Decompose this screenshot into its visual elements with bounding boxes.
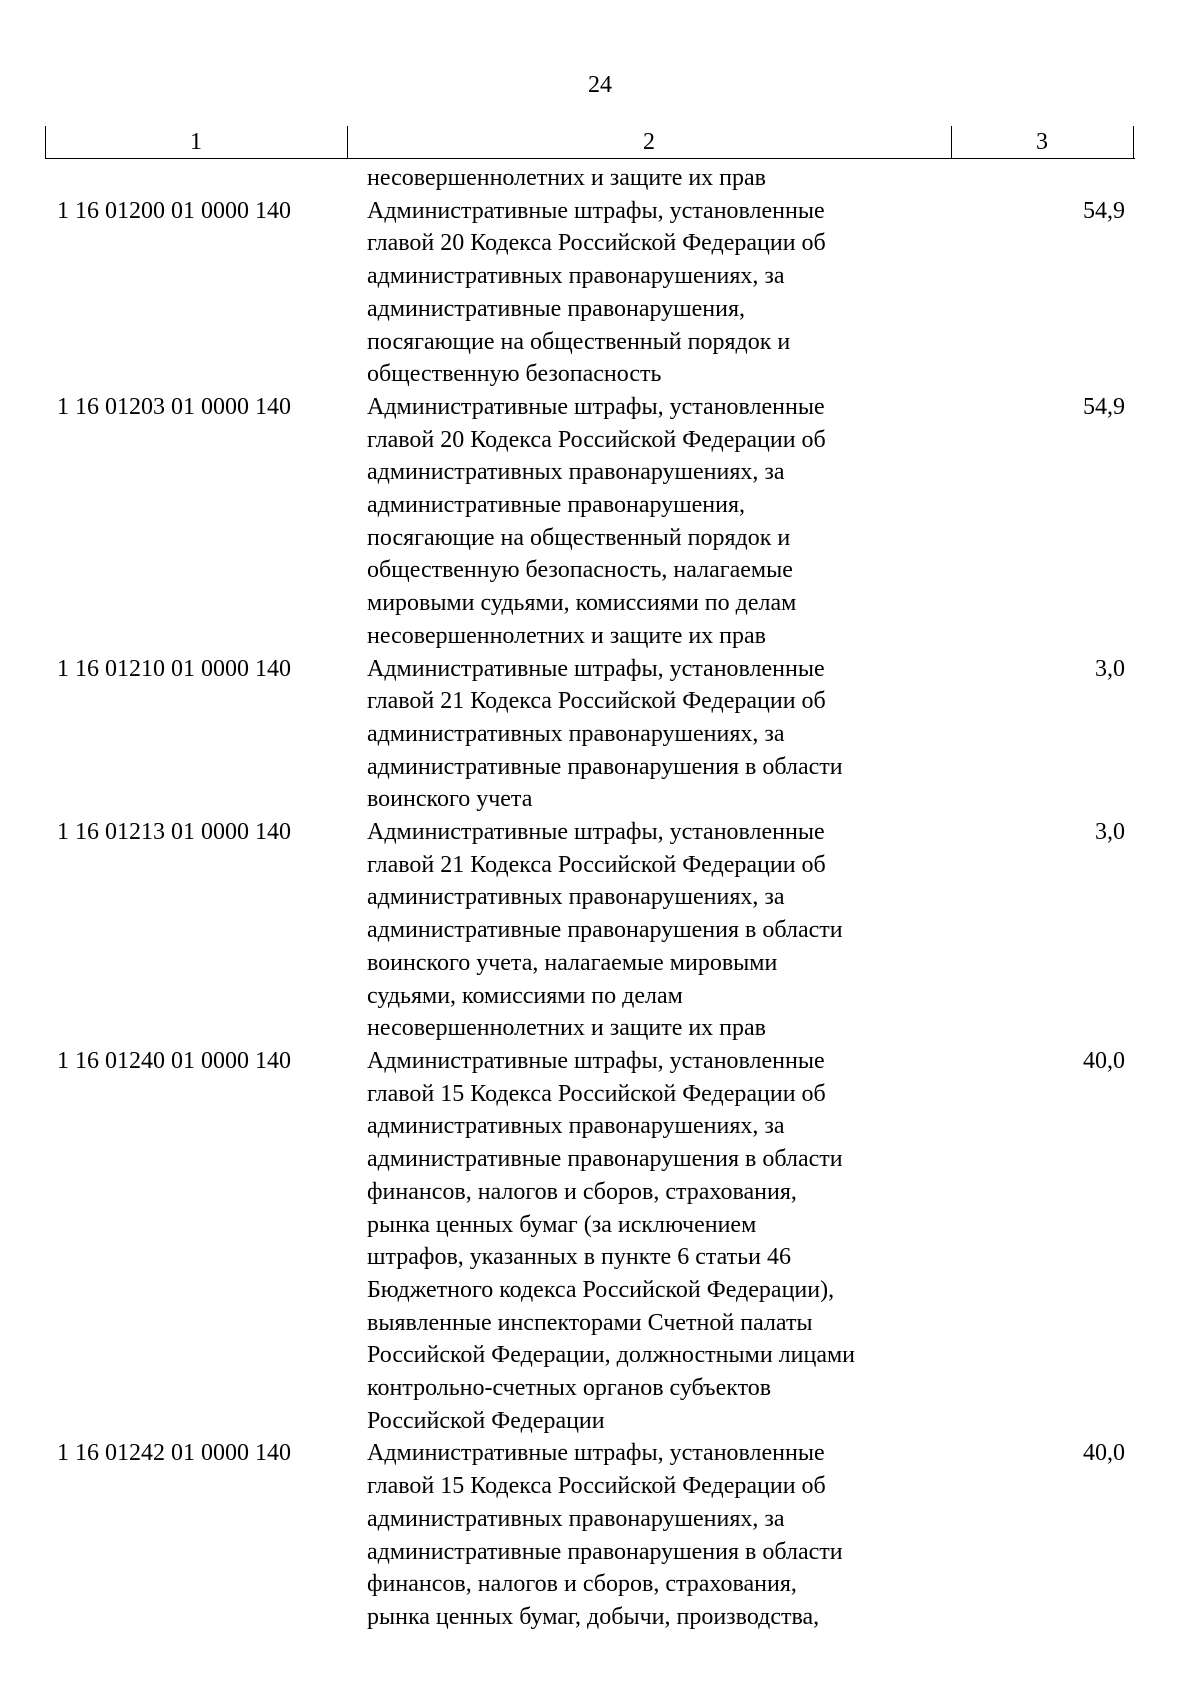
row-description	[355, 653, 915, 817]
description-line: общественную безопасность, налагаемые	[367, 557, 793, 584]
description-line: административные правонарушения в области	[367, 753, 843, 780]
description-line: главой 21 Кодекса Российской Федерации об	[367, 688, 826, 715]
row-description	[355, 1045, 915, 1437]
row-description	[355, 195, 915, 391]
table-row	[45, 653, 1135, 817]
row-value: 54,9	[1083, 393, 1125, 420]
table-row	[45, 195, 1135, 391]
description-line: посягающие на общественный порядок и	[367, 524, 791, 551]
description-line: Административные штрафы, установленные	[367, 197, 825, 224]
row-value: 3,0	[1095, 819, 1125, 846]
description-line: Административные штрафы, установленные	[367, 393, 825, 420]
row-value: 3,0	[1095, 655, 1125, 682]
description-line: главой 21 Кодекса Российской Федерации об	[367, 851, 826, 878]
description-line: финансов, налогов и сборов, страхования,	[367, 1571, 797, 1598]
description-line: финансов, налогов и сборов, страхования,	[367, 1178, 797, 1205]
row-code	[45, 162, 355, 195]
header-col-1: 1	[190, 129, 202, 155]
header-col-2: 2	[643, 129, 655, 155]
row-code: 1 16 01210 01 0000 140	[57, 655, 291, 682]
description-line: административные правонарушения в области	[367, 1538, 843, 1565]
header-divider	[1133, 126, 1134, 158]
header-col-3: 3	[1036, 129, 1048, 155]
description-line: воинского учета, налагаемые мировыми	[367, 949, 778, 976]
row-description	[355, 162, 915, 195]
row-value	[915, 162, 1125, 195]
description-line: мировыми судьями, комиссиями по делам	[367, 590, 797, 617]
row-description	[355, 1437, 915, 1633]
description-line: воинского учета	[367, 786, 533, 813]
row-value: 54,9	[1083, 197, 1125, 224]
description-line: Административные штрафы, установленные	[367, 819, 825, 846]
row-value: 40,0	[1083, 1047, 1125, 1074]
description-line: главой 20 Кодекса Российской Федерации об	[367, 426, 826, 453]
description-line: выявленные инспекторами Счетной палаты	[367, 1309, 813, 1336]
table-row	[45, 1437, 1135, 1633]
row-code: 1 16 01213 01 0000 140	[57, 819, 291, 846]
description-line: административных правонарушениях, за	[367, 1505, 785, 1532]
description-line: административные правонарушения,	[367, 295, 746, 322]
description-line: административных правонарушениях, за	[367, 263, 785, 290]
row-code: 1 16 01240 01 0000 140	[57, 1047, 291, 1074]
table-header	[45, 126, 1135, 159]
description-line: административных правонарушениях, за	[367, 459, 785, 486]
description-line: несовершеннолетних и защите их прав	[367, 622, 767, 649]
description-line: посягающие на общественный порядок и	[367, 328, 791, 355]
description-line: административных правонарушениях, за	[367, 884, 785, 911]
description-line: Административные штрафы, установленные	[367, 655, 825, 682]
row-description	[355, 391, 915, 653]
description-line: несовершеннолетних и защите их прав	[367, 1015, 767, 1042]
table-row	[45, 1045, 1135, 1437]
description-line: Административные штрафы, установленные	[367, 1047, 825, 1074]
description-line: главой 15 Кодекса Российской Федерации об	[367, 1080, 826, 1107]
table-row	[45, 391, 1135, 653]
description-line: главой 20 Кодекса Российской Федерации об	[367, 230, 826, 257]
description-line: административные правонарушения в области	[367, 1146, 843, 1173]
description-line: контрольно-счетных органов субъектов	[367, 1375, 772, 1402]
description-line: административные правонарушения,	[367, 492, 746, 519]
row-code: 1 16 01242 01 0000 140	[57, 1440, 291, 1467]
description-line: судьями, комиссиями по делам	[367, 982, 683, 1009]
table-body	[45, 162, 1135, 1634]
page-number: 24	[588, 72, 612, 98]
description-line: рынка ценных бумаг (за исключением	[367, 1211, 757, 1238]
description-line: рынка ценных бумаг, добычи, производства,	[367, 1603, 820, 1630]
description-line: Российской Федерации	[367, 1407, 605, 1434]
description-line: административных правонарушениях, за	[367, 1113, 785, 1140]
table-row	[45, 816, 1135, 1045]
description-line: общественную безопасность	[367, 361, 662, 388]
description-line: Российской Федерации, должностными лицами	[367, 1342, 856, 1369]
description-line: административные правонарушения в области	[367, 917, 843, 944]
description-line: Бюджетного кодекса Российской Федерации),	[367, 1276, 835, 1303]
description-line: несовершеннолетних и защите их прав	[367, 165, 767, 191]
row-code: 1 16 01200 01 0000 140	[57, 197, 291, 224]
description-line: административных правонарушениях, за	[367, 720, 785, 747]
table-row	[45, 162, 1135, 195]
description-line: главой 15 Кодекса Российской Федерации об	[367, 1473, 826, 1500]
row-code: 1 16 01203 01 0000 140	[57, 393, 291, 420]
row-value: 40,0	[1083, 1440, 1125, 1467]
description-line: штрафов, указанных в пункте 6 статьи 46	[367, 1244, 791, 1271]
row-description	[355, 816, 915, 1045]
description-line: Административные штрафы, установленные	[367, 1440, 825, 1467]
